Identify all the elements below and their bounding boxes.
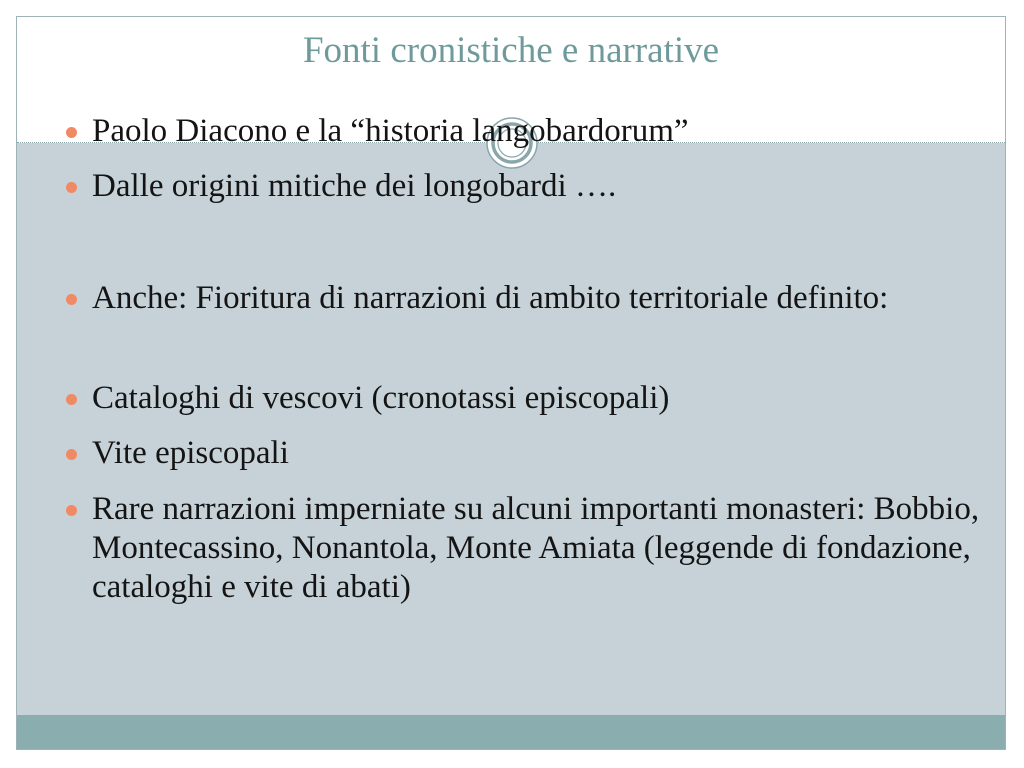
bullet-text: Paolo Diacono e la “historia langobardorum” <box>92 113 689 149</box>
slide <box>16 16 1006 750</box>
bullet-text: Cataloghi di vescovi (cronotassi episcopali) <box>92 380 670 416</box>
bullet-text: Dalle origini mitiche dei longobardi …. <box>92 168 617 204</box>
bullet-text: Anche: Fioritura di narrazioni di ambito territoriale definito: <box>92 280 889 316</box>
bullet-item <box>92 434 987 473</box>
bullet-icon <box>66 127 77 138</box>
bullet-item <box>92 279 987 318</box>
bullet-item <box>92 112 987 151</box>
bullet-icon <box>66 394 77 405</box>
footer-band <box>17 715 1005 750</box>
bullet-item <box>92 490 987 607</box>
bullet-text: Rare narrazioni imperniate su alcuni importanti monasteri: Bobbio, Montecassino, Nonantola, Monte Amiata (leggende di fondazione, cataloghi e vite di abati) <box>92 491 980 605</box>
bullet-item <box>92 379 987 418</box>
bullet-icon <box>66 182 77 193</box>
bullet-icon <box>66 294 77 305</box>
slide-title: Fonti cronistiche e narrative <box>302 30 720 71</box>
bullet-text: Vite episcopali <box>92 435 289 471</box>
bullet-icon <box>66 449 77 460</box>
content-area <box>17 143 1005 715</box>
bullet-icon <box>66 505 77 516</box>
bullet-item <box>92 167 987 206</box>
